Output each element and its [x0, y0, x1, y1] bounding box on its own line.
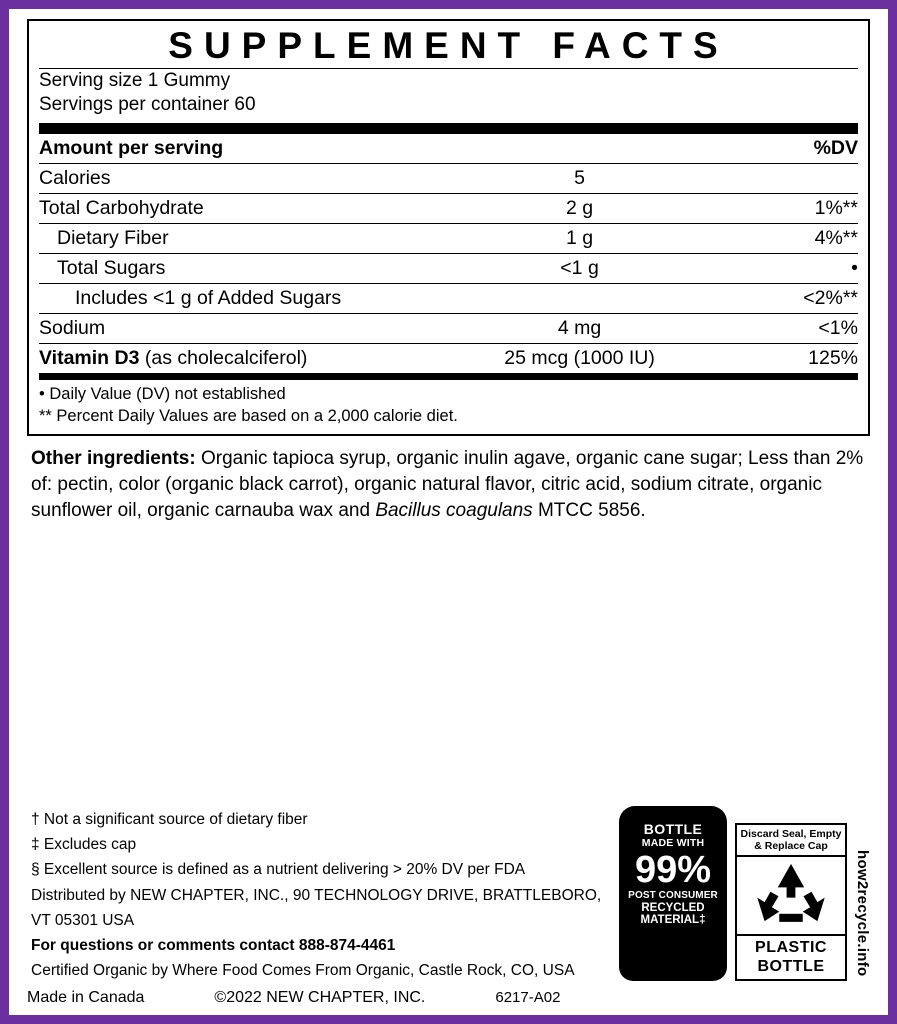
serving-info	[39, 69, 858, 122]
row-name: Total Carbohydrate	[39, 194, 440, 224]
bottle-line-4: RECYCLED	[641, 901, 705, 914]
bottle-line-2: MADE WITH	[641, 836, 705, 849]
footer	[27, 806, 870, 1007]
bottle-neck-shape	[650, 806, 696, 818]
label-inner	[9, 9, 888, 1015]
badges-group	[619, 806, 870, 983]
other-ingredients-label: Other ingredients:	[31, 448, 196, 469]
copyright: ©2022 NEW CHAPTER, INC.	[214, 989, 426, 1006]
row-name	[39, 344, 440, 374]
footnote-excellent-source: § Excellent source is defined as a nutrient delivering > 20% DV per FDA	[31, 861, 526, 879]
footnote-dv: • Daily Value (DV) not established	[39, 385, 286, 404]
label-code: 6217-A02	[495, 989, 561, 1006]
bottle-line-5: MATERIAL‡	[640, 914, 706, 927]
row-dv: •	[719, 254, 858, 284]
how2recycle-url: how2recycle.info	[854, 850, 871, 977]
row-amount	[440, 284, 718, 314]
distributed-by: Distributed by NEW CHAPTER, INC., 90 TECHNOLOGY DRIVE, BRATTLEBORO, VT 05301 USA	[31, 886, 602, 929]
other-ingredients-text-1: Organic tapioca syrup, organic inulin agave, organic cane sugar; Less than 2% of: pectin, color (organic black carrot), organic natural flavor, citric acid, sodium citrate, organic sunflower oil, organic carnauba wax and	[31, 448, 864, 522]
footer-bottom-row	[27, 983, 870, 1007]
row-name: Includes <1 g of Added Sugars	[39, 284, 440, 314]
row-name: Calories	[39, 164, 440, 194]
table-row	[39, 344, 858, 374]
bottle-percent: 99%	[634, 849, 712, 892]
contact-line: For questions or comments contact 888-874-4461	[31, 936, 396, 954]
other-ingredients	[27, 436, 870, 525]
row-dv	[719, 164, 858, 194]
row-amount: <1 g	[440, 254, 718, 284]
certified-organic: Certified Organic by Where Food Comes From Organic, Castle Rock, CO, USA	[31, 961, 575, 979]
recycle-instructions: Discard Seal, Empty & Replace Cap	[737, 825, 845, 857]
recycling-arrows-icon	[737, 857, 845, 934]
recycle-material	[737, 934, 845, 979]
row-dv: 125%	[719, 344, 858, 374]
row-name: Sodium	[39, 314, 440, 344]
footer-text-block	[27, 807, 619, 983]
footnote-percent: ** Percent Daily Values are based on a 2,000 calorie diet.	[39, 407, 458, 426]
nutrition-table	[39, 134, 858, 374]
bottle-line-3: POST CONSUMER	[628, 890, 718, 902]
footer-columns	[27, 806, 870, 983]
row-name: Dietary Fiber	[39, 224, 440, 254]
dv-header: %DV	[719, 134, 858, 164]
recycle-material-line-1: PLASTIC	[755, 938, 827, 956]
table-row	[39, 254, 858, 284]
recycle-material-line-2: BOTTLE	[757, 957, 825, 975]
footnote-dietary-fiber: † Not a significant source of dietary fiber	[31, 811, 308, 829]
row-dv: <2%**	[719, 284, 858, 314]
row-dv: 1%**	[719, 194, 858, 224]
row-dv: 4%**	[719, 224, 858, 254]
footnote-excludes-cap: ‡ Excludes cap	[31, 836, 137, 854]
table-row	[39, 284, 858, 314]
bottle-recycled-badge	[619, 806, 727, 981]
row-name-main: Vitamin D3	[39, 347, 140, 370]
table-row	[39, 164, 858, 194]
row-name-suffix: (as cholecalciferol)	[139, 347, 308, 370]
supplement-facts-panel	[27, 19, 870, 436]
serving-size: Serving size 1 Gummy	[39, 69, 231, 91]
how2recycle-badge	[735, 823, 847, 981]
panel-footnotes	[39, 380, 858, 428]
servings-per-container: Servings per container 60	[39, 94, 256, 116]
row-name: Total Sugars	[39, 254, 440, 284]
other-ingredients-italic: Bacillus coagulans	[375, 500, 533, 522]
row-dv: <1%	[719, 314, 858, 344]
other-ingredients-text-2: MTCC 5856.	[532, 500, 646, 522]
divider-thick	[39, 123, 858, 134]
table-row	[39, 314, 858, 344]
bottle-line-1: BOTTLE	[643, 821, 703, 837]
table-header-row	[39, 134, 858, 164]
made-in: Made in Canada	[27, 989, 145, 1006]
table-row	[39, 224, 858, 254]
row-amount: 5	[440, 164, 718, 194]
row-amount: 1 g	[440, 224, 718, 254]
amount-per-serving-header: Amount per serving	[39, 134, 440, 164]
header-spacer	[440, 134, 718, 164]
row-amount: 25 mcg (1000 IU)	[440, 344, 718, 374]
row-amount: 2 g	[440, 194, 718, 224]
table-row	[39, 194, 858, 224]
row-amount: 4 mg	[440, 314, 718, 344]
bottle-badge-text	[619, 822, 727, 927]
panel-title: SUPPLEMENT FACTS	[168, 25, 729, 66]
